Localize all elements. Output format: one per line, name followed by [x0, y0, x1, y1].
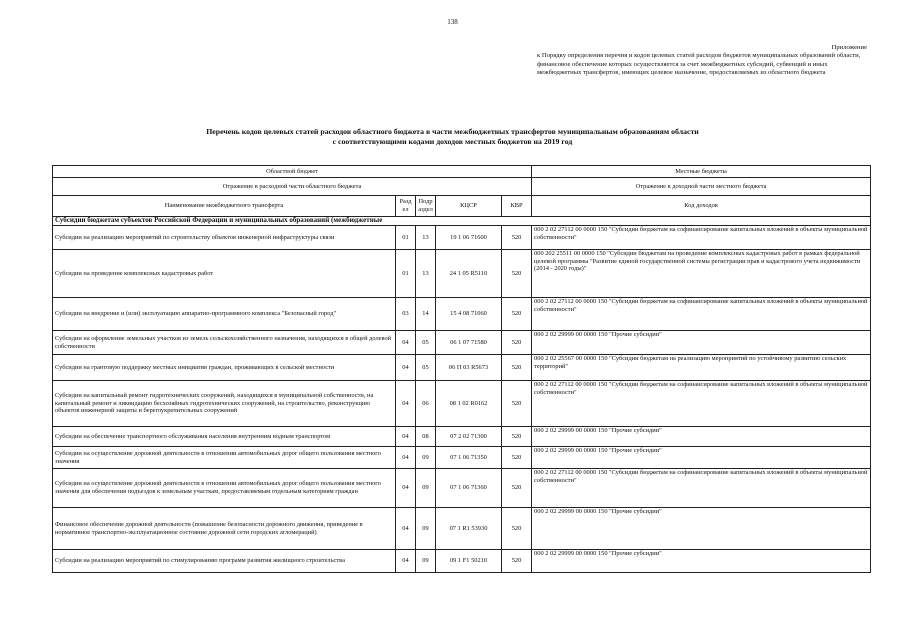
section-code-cell: 04 — [396, 381, 416, 427]
subsection-code-cell: 09 — [416, 508, 436, 550]
header-regional-budget: Областной бюджет — [53, 166, 532, 178]
kcsr-cell: 24 1 05 R5110 — [436, 250, 502, 298]
section-code-cell: 04 — [396, 427, 416, 447]
section-code-cell: 04 — [396, 447, 416, 469]
income-code-cell: 000 2 02 25567 00 0000 150 "Субсидии бюджетам на реализацию мероприятий по устойчивому развитию сельских территорий" — [532, 355, 871, 381]
subsection-code-cell: 14 — [416, 298, 436, 331]
transfer-name-cell: Субсидии на капитальный ремонт гидротехнических сооружений, находящихся в муниципальной собственности, на капитальный ремонт и ликвидацию бесхозяйных гидротехнических сооружений, на строительство, реконструкцию объектов инженерной защиты и берегоукрепительных сооружений — [53, 381, 396, 427]
transfer-name-cell: Субсидии на грантовую поддержку местных инициатив граждан, проживающих в сельской местности — [53, 355, 396, 381]
kvr-cell: 520 — [502, 469, 532, 508]
section-title: Субсидии бюджетам субъектов Российской Федерации и муниципальных образований (межбюджетные — [53, 217, 871, 226]
transfer-name-cell: Субсидии на осуществление дорожной деятельности в отношении автомобильных дорог общего пользования местного значения для обеспечения подъездов к земельным участкам, предоставляемым отдельным категориям граждан — [53, 469, 396, 508]
kvr-cell: 520 — [502, 331, 532, 355]
section-code-cell: 04 — [396, 331, 416, 355]
subsection-code-cell: 09 — [416, 550, 436, 573]
kvr-cell: 520 — [502, 427, 532, 447]
kcsr-cell: 15 4 08 71060 — [436, 298, 502, 331]
subsection-code-cell: 08 — [416, 427, 436, 447]
kcsr-cell: 07 1 06 71350 — [436, 447, 502, 469]
income-code-cell: 000 2 02 29999 00 0000 150 "Прочие субсидии" — [532, 550, 871, 573]
kvr-cell: 520 — [502, 447, 532, 469]
subsection-code-cell: 13 — [416, 250, 436, 298]
header-kvr: КВР — [502, 196, 532, 217]
section-code-cell: 01 — [396, 250, 416, 298]
subsection-code-cell: 06 — [416, 381, 436, 427]
table-row — [53, 427, 871, 447]
table-row — [53, 447, 871, 469]
kvr-cell: 520 — [502, 550, 532, 573]
table-row — [53, 381, 871, 427]
income-code-cell: 000 2 02 27112 00 0000 150 "Субсидии бюджетам на софинансирование капитальных вложений в объекты муниципальной собственности" — [532, 298, 871, 331]
kvr-cell: 520 — [502, 355, 532, 381]
section-code-cell: 04 — [396, 508, 416, 550]
subsection-code-cell: 05 — [416, 331, 436, 355]
header-section: Разд ел — [396, 196, 416, 217]
table-row — [53, 355, 871, 381]
subsection-code-cell: 09 — [416, 447, 436, 469]
page-number: 138 — [447, 18, 458, 26]
kcsr-cell: 07 1 R1 53930 — [436, 508, 502, 550]
header-kcsr: КЦСР — [436, 196, 502, 217]
income-code-cell: 000 2 02 29999 00 0000 150 "Прочие субсидии" — [532, 447, 871, 469]
table-row — [53, 508, 871, 550]
kcsr-cell: 09 1 F1 50210 — [436, 550, 502, 573]
section-code-cell: 04 — [396, 469, 416, 508]
table-row — [53, 469, 871, 508]
kcsr-cell: 07 1 06 71360 — [436, 469, 502, 508]
title-line-2: с соответствующими кодами доходов местных бюджетов на 2019 год — [332, 137, 573, 146]
kcsr-cell: 19 1 06 71600 — [436, 226, 502, 250]
transfer-name-cell: Субсидии на обеспечение транспортного обслуживания населения внутренним водным транспортом — [53, 427, 396, 447]
document-title — [0, 127, 905, 147]
income-code-cell: 000 2 02 29999 00 0000 150 "Прочие субсидии" — [532, 508, 871, 550]
income-code-cell: 000 2 02 27112 00 0000 150 "Субсидии бюджетам на софинансирование капитальных вложений в объекты муниципальной собственности" — [532, 469, 871, 508]
kvr-cell: 520 — [502, 250, 532, 298]
income-code-cell: 000 2 02 29999 00 0000 150 "Прочие субсидии" — [532, 427, 871, 447]
transfer-name-cell: Субсидии на оформление земельных участков из земель сельскохозяйственного назначения, находящихся в общей долевой собственности — [53, 331, 396, 355]
appendix-block — [537, 44, 867, 77]
income-code-cell: 000 2 02 29999 00 0000 150 "Прочие субсидии" — [532, 331, 871, 355]
kcsr-cell: 07 2 02 71300 — [436, 427, 502, 447]
subsection-code-cell: 05 — [416, 355, 436, 381]
header-local-budgets: Местные бюджеты — [532, 166, 871, 178]
table-row — [53, 331, 871, 355]
kcsr-cell: 08 1 02 R0162 — [436, 381, 502, 427]
income-code-cell: 000 202 25511 00 0000 150 "Субсидии бюджетам на проведение комплексных кадастровых работ в рамках федеральной целевой программы "Развитие единой государственной системы регистрации прав и кадастрового учета недвижимости (2014 - 2020 годы)" — [532, 250, 871, 298]
transfer-name-cell: Субсидии на реализацию мероприятий по строительству объектов инженерной инфраструктуры связи — [53, 226, 396, 250]
kvr-cell: 520 — [502, 508, 532, 550]
kvr-cell: 520 — [502, 226, 532, 250]
table-row — [53, 250, 871, 298]
appendix-text: к Порядку определения перечня и кодов целевых статей расходов бюджетов муниципальных образований области, финансовое обеспечение которых осуществляется за счет межбюджетных субсидий, субвенций и иных межбюджетных трансфертов, имеющих целевое назначение, предоставляемых из областного бюджета — [537, 52, 861, 76]
header-expense-side: Отражение в расходной части областного бюджета — [53, 178, 532, 196]
section-code-cell: 03 — [396, 298, 416, 331]
kvr-cell: 520 — [502, 381, 532, 427]
section-code-cell: 04 — [396, 550, 416, 573]
transfer-codes-table — [52, 165, 871, 573]
header-transfer-name: Наименование межбюджетного трансферта — [53, 196, 396, 217]
kcsr-cell: 06 1 07 71580 — [436, 331, 502, 355]
income-code-cell: 000 2 02 27112 00 0000 150 "Субсидии бюджетам на софинансирование капитальных вложений в объекты муниципальной собственности" — [532, 226, 871, 250]
transfer-name-cell: Финансовое обеспечение дорожной деятельности (повышение безопасности дорожного движения, приведение в нормативное транспортно-эксплуатационное состояние дорожной сети городских агломераций) — [53, 508, 396, 550]
transfer-name-cell: Субсидии на реализацию мероприятий по стимулированию программ развития жилищного строительства — [53, 550, 396, 573]
transfer-name-cell: Субсидии на проведение комплексных кадастровых работ — [53, 250, 396, 298]
transfer-name-cell: Субсидии на внедрение и (или) эксплуатацию аппаратно-программного комплекса "Безопасный город" — [53, 298, 396, 331]
table-row — [53, 226, 871, 250]
appendix-heading: Приложение — [831, 44, 867, 51]
subsection-code-cell: 13 — [416, 226, 436, 250]
income-code-cell: 000 2 02 27112 00 0000 150 "Субсидии бюджетам на софинансирование капитальных вложений в объекты муниципальной собственности" — [532, 381, 871, 427]
subsection-code-cell: 09 — [416, 469, 436, 508]
header-subsection: Подр аздел — [416, 196, 436, 217]
table-row — [53, 550, 871, 573]
header-income-side: Отражение в доходной части местного бюджета — [532, 178, 871, 196]
header-income-codes: Код доходов — [532, 196, 871, 217]
title-line-1: Перечень кодов целевых статей расходов областного бюджета в части межбюджетных трансфертов муниципальным образованиям области — [206, 127, 699, 136]
section-code-cell: 04 — [396, 355, 416, 381]
kcsr-cell: 06 П 03 R5673 — [436, 355, 502, 381]
section-code-cell: 01 — [396, 226, 416, 250]
transfer-name-cell: Субсидии на осуществление дорожной деятельности в отношении автомобильных дорог общего пользования местного значения — [53, 447, 396, 469]
kvr-cell: 520 — [502, 298, 532, 331]
table-row — [53, 298, 871, 331]
